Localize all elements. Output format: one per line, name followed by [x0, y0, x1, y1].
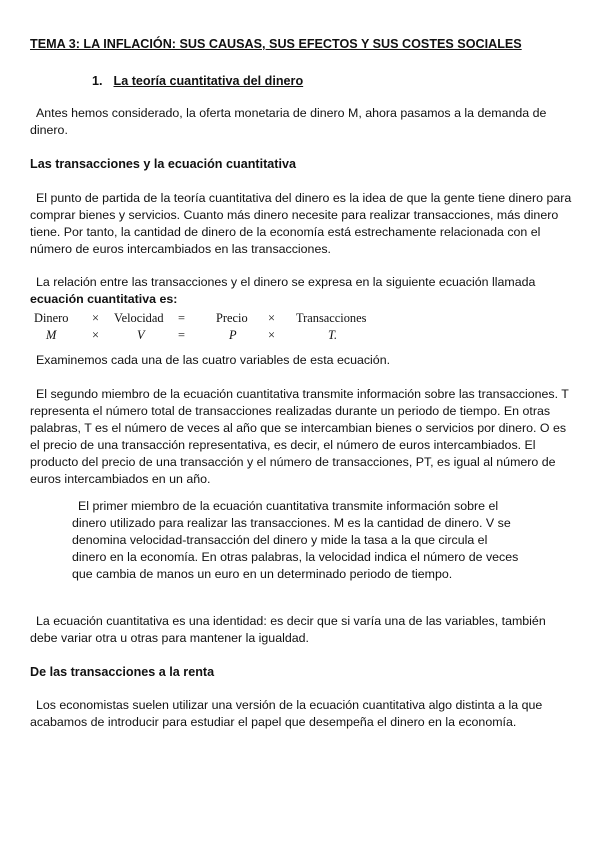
relacion-bold-text: ecuación cuantitativa es:	[30, 292, 178, 306]
intro-paragraph: Antes hemos considerado, la oferta monetaria de dinero M, ahora pasamos a la demanda de dinero.	[30, 106, 547, 137]
section-number: 1.	[92, 74, 103, 88]
eq-times-4: ×	[268, 328, 275, 342]
eq-precio: Precio	[216, 311, 248, 325]
relacion-text: La relación entre las transacciones y el dinero se expresa en la siguiente ecuación llamada	[36, 275, 536, 289]
eq-times-1: ×	[92, 311, 99, 325]
paragraph-primer-miembro: El primer miembro de la ecuación cuantitativa transmite información sobre el dinero utilizado para realizar las transacciones. M es la cantidad de dinero. V se denomina velocidad-transacción del dinero y mide la tasa a la que circula el dinero en la economía. En otras palabras, la velocidad indica el número de veces que cambia de manos un euro en un determinado periodo de tiempo.	[72, 499, 519, 581]
eq-times-2: ×	[268, 311, 275, 325]
paragraph-segundo-miembro: El segundo miembro de la ecuación cuantitativa transmite información sobre las transacciones. T representa el número total de transacciones realizadas durante un periodo de tiempo. En otras palabras, T es el número de veces al año que se intercambian bienes o servicios por dinero. O es el precio de una transacción representativa, es decir, el número de euros intercambiados. El producto del precio de una transacción y el número de transacciones, PT, es igual al número de euros intercambiados en un año.	[30, 387, 569, 486]
heading-transacciones: Las transacciones y la ecuación cuantitativa	[30, 157, 296, 171]
quantity-equation	[30, 311, 430, 345]
paragraph-identidad: La ecuación cuantitativa es una identidad: es decir que si varía una de las variables, también debe variar otra u otras para mantener la igualdad.	[30, 614, 546, 645]
eq-dinero: Dinero	[34, 311, 69, 325]
document-title: TEMA 3: LA INFLACIÓN: SUS CAUSAS, SUS EFECTOS Y SUS COSTES SOCIALES	[30, 37, 522, 51]
heading-renta: De las transacciones a la renta	[30, 665, 215, 679]
eq-m: M	[46, 328, 57, 342]
eq-times-3: ×	[92, 328, 99, 342]
eq-equals: =	[178, 311, 185, 325]
section-title-text: La teoría cuantitativa del dinero	[113, 74, 304, 88]
paragraph-relacion	[30, 274, 576, 308]
paragraph-examinemos: Examinemos cada una de las cuatro variables de esta ecuación.	[36, 353, 391, 367]
eq-velocidad: Velocidad	[114, 311, 164, 325]
section-title	[92, 73, 303, 90]
eq-equals-2: =	[178, 328, 185, 342]
eq-p: P	[229, 328, 237, 342]
paragraph-punto-partida: El punto de partida de la teoría cuantitativa del dinero es la idea de que la gente tiene dinero para comprar bienes y servicios. Cuanto más dinero necesite para realizar transacciones, más dinero tiene. Por tanto, la cantidad de dinero de la economía está estrechamente relacionada con el número de euros intercambiados en las transacciones.	[30, 191, 572, 256]
eq-transacciones: Transacciones	[296, 311, 367, 325]
eq-v: V	[137, 328, 145, 342]
eq-t: T.	[328, 328, 338, 342]
paragraph-economistas: Los economistas suelen utilizar una versión de la ecuación cuantitativa algo distinta a la que acabamos de introducir para estudiar el papel que desempeña el dinero en la economía.	[30, 698, 543, 729]
